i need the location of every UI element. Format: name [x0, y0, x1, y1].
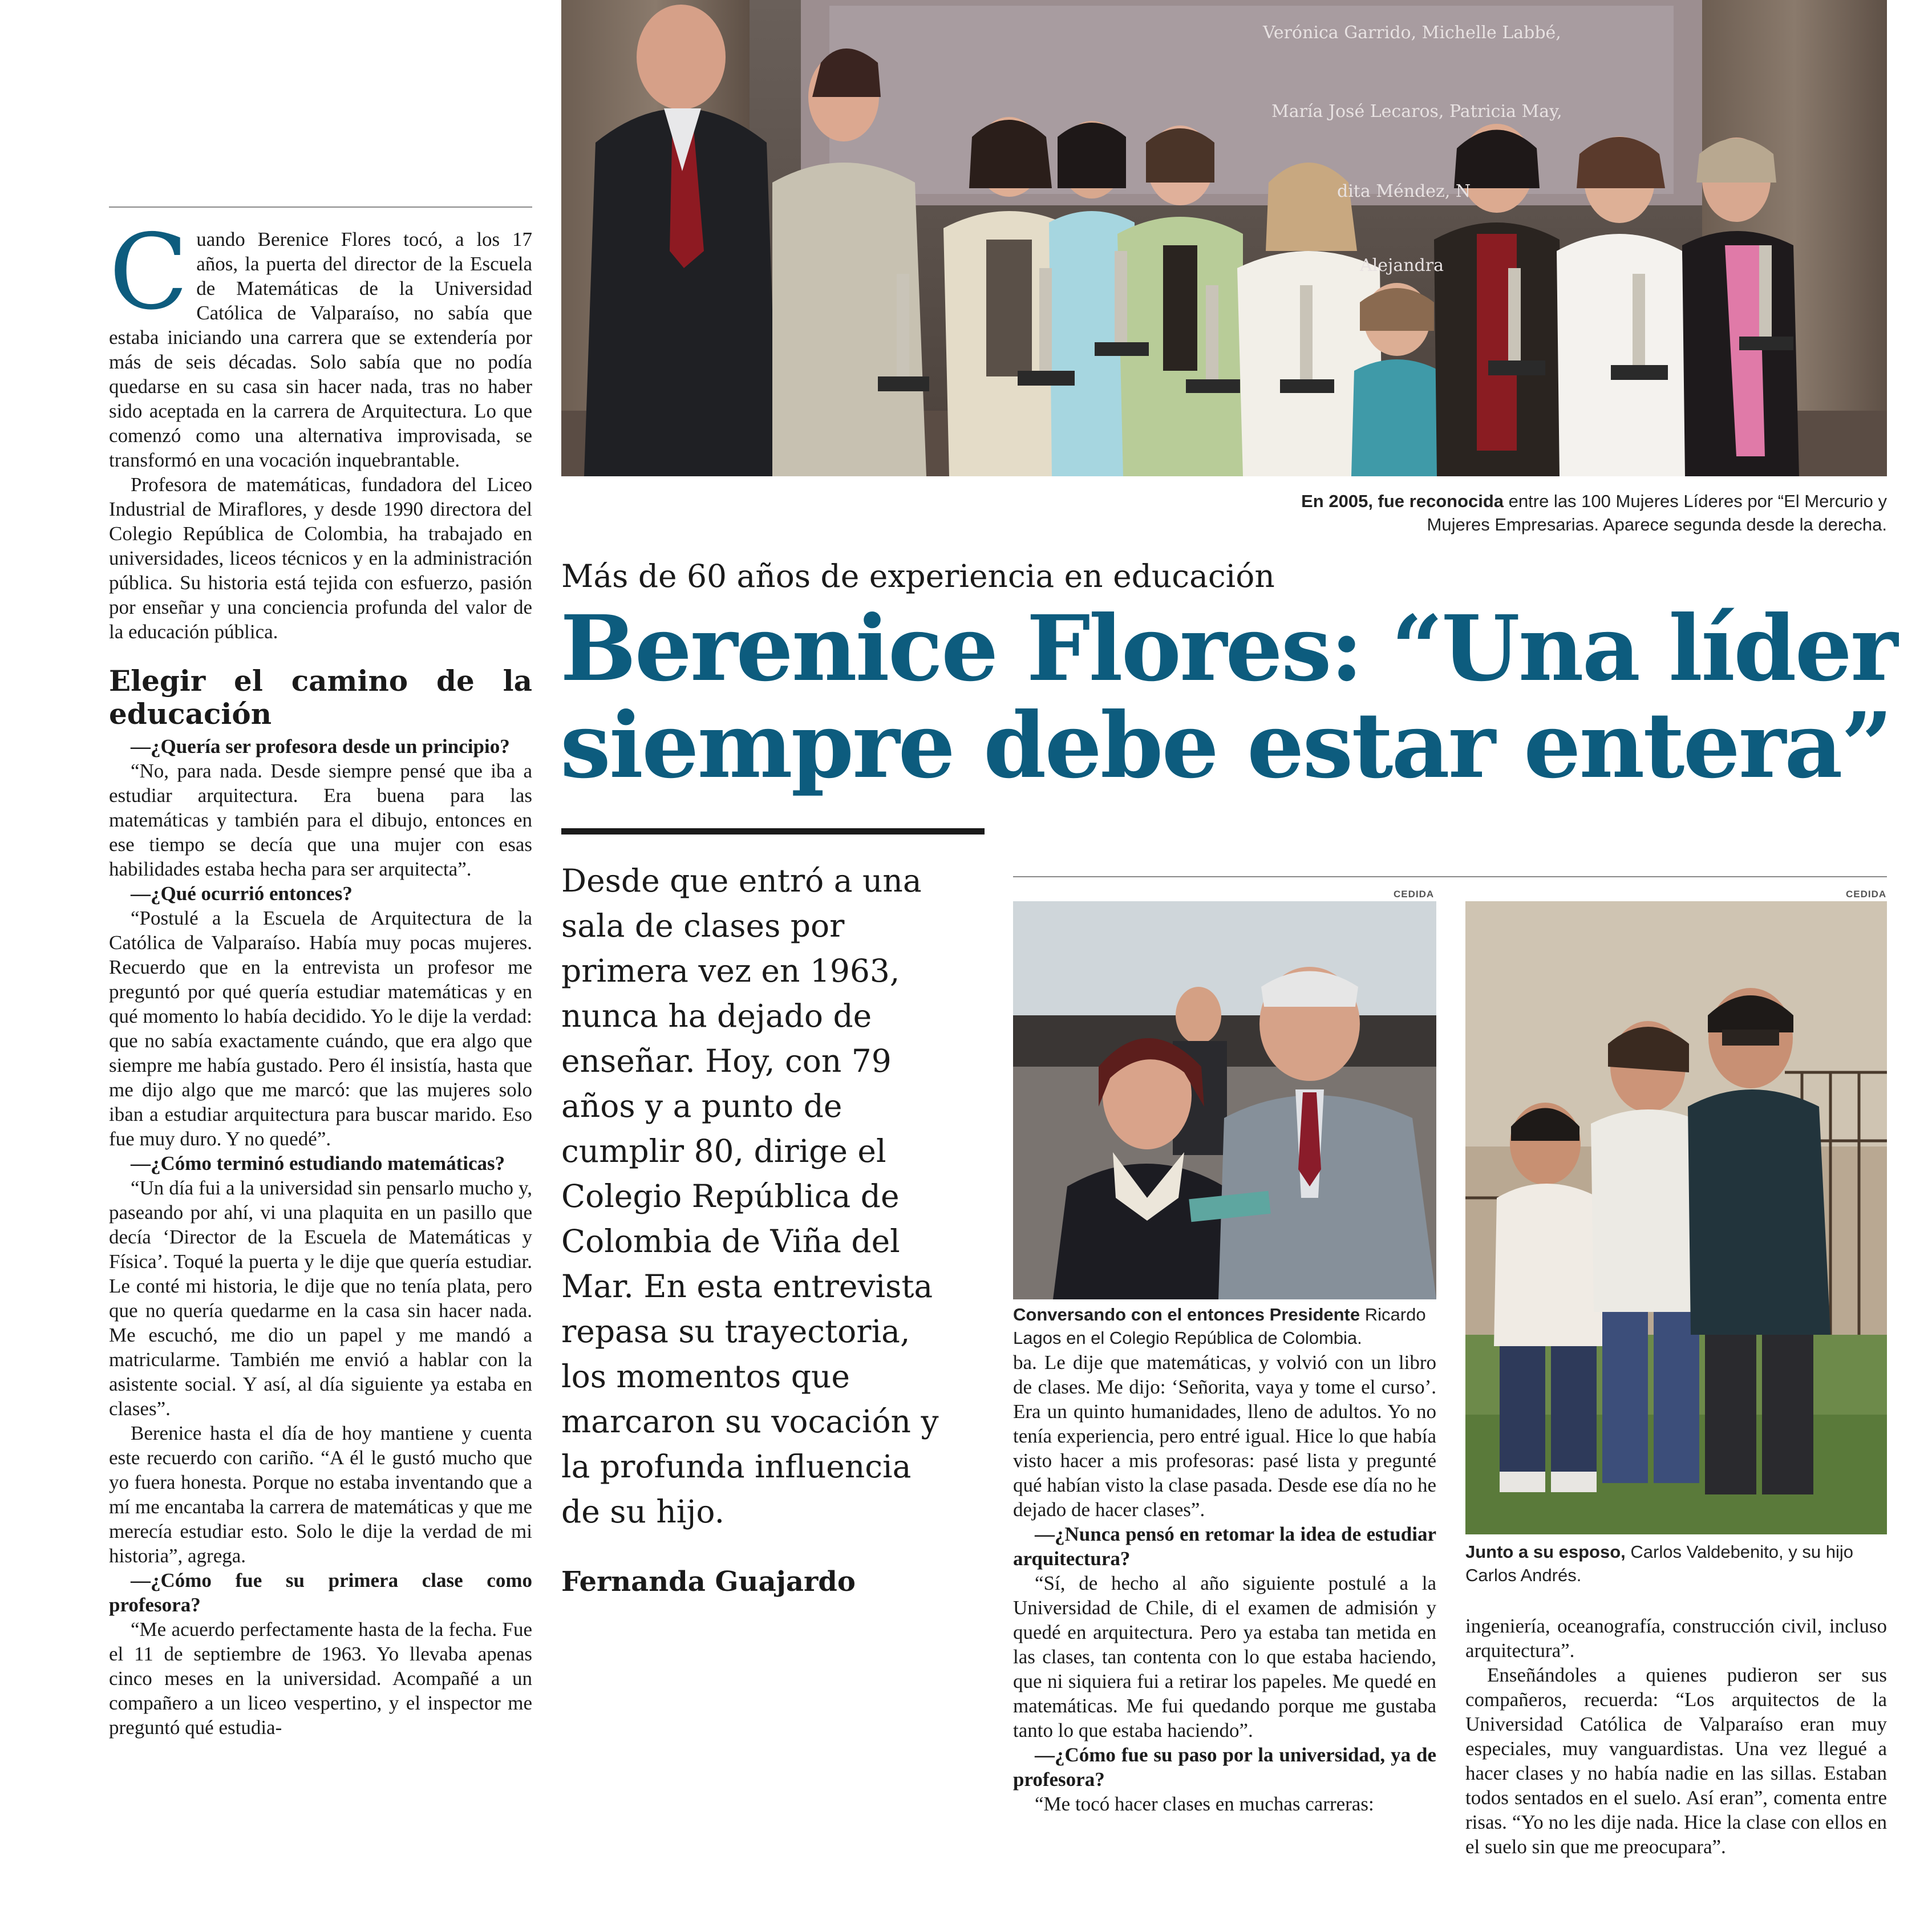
answer-1: “No, para nada. Desde siempre pensé que iba a estudiar arquitectura. Era buena para las matemáticas y también para el dibujo, entonces en ese tiempo se decía que una mujer con esas habilidades estaba hecha para ser arquitecta”. [109, 760, 532, 880]
family-caption-rest: Carlos Valdebenito, y su hijo Carlos Andrés. [1465, 1542, 1853, 1585]
column-three [1013, 1350, 1436, 1816]
family-photo-credit: CEDIDA [1846, 889, 1887, 900]
family-caption-bold: Junto a su esposo, [1465, 1542, 1626, 1562]
answer-4: “Me acuerdo perfectamente hasta de la fecha. Fue el 11 de septiembre de 1963. Yo llevaba apenas cinco meses en la universidad. Acompañé a un compañero a un liceo vespertino, y el inspector me preguntó qué estudia- [109, 1618, 532, 1739]
drop-cap: C [109, 212, 189, 333]
family-photo-illustration [1465, 901, 1887, 1534]
answer-6-continued: ingeniería, oceanografía, construcción civil, incluso arquitectura”. [1465, 1615, 1887, 1662]
lagos-caption-rest: Ricardo Lagos en el Colegio República de Colombia. [1013, 1305, 1426, 1348]
lead-top-bar [561, 828, 985, 835]
intro-paragraph: uando Berenice Flores tocó, a los 17 años, la puerta del director de la Escuela de Matemáticas de la Universidad Católica de Valparaíso, no sabía que estaba iniciando una carrera que se extendería por más de seis décadas. Solo sabía que no podía quedarse en su casa sin hacer nada, tras no haber sido aceptada en la carrera de Arquitectura. Lo que comenzó como una alternativa improvisada, se transformó en una vocación inquebrantable. [109, 228, 532, 471]
awards-photo-illustration [561, 0, 1887, 476]
lead-paragraph: Desde que entró a una sala de clases por primera vez en 1963, nunca ha dejado de enseñar. Hoy, con 79 años y a punto de cumplir 80, dirige el Colegio República de Colombia de Viña del Mar. En esta entrevista repasa su trayectoria, los momentos que marcaron su vocación y la profunda influencia de su hijo. [561, 862, 939, 1530]
headline-line-2: siempre debe estar entera” [560, 693, 1892, 799]
family-caption [1465, 1540, 1887, 1587]
awards-photo [561, 0, 1887, 476]
question-3: —¿Cómo terminó estudiando matemáticas? [131, 1152, 505, 1174]
answer-6: “Me tocó hacer clases en muchas carreras: [1035, 1793, 1374, 1815]
lagos-caption [1013, 1303, 1436, 1350]
screen-text-4: Alejandra [1360, 256, 1444, 276]
section-subhead: Elegir el camino de la educación [109, 664, 532, 731]
lagos-photo-illustration [1013, 901, 1436, 1299]
question-2: —¿Qué ocurrió entonces? [131, 882, 353, 905]
lagos-photo-credit: CEDIDA [1394, 889, 1435, 900]
lagos-caption-bold: Conversando con el entonces Presidente [1013, 1305, 1360, 1324]
answer-2: “Postulé a la Escuela de Arquitectura de la Católica de Valparaíso. Había muy pocas mujeres. Recuerdo que en la entrevista un profesor me preguntó por qué quería estudiar matemáticas y en qué momento lo había decidido. Yo le dije la verdad: que no sabía exactamente cuándo, que era algo que siempre me había gustado. Pero él insistía, hasta que me dijo algo que me marcó: que las mujeres solo iban a estudiar arquitectura para buscar marido. Eso fue muy duro. Y no quedé”. [109, 907, 532, 1150]
question-5: —¿Nunca pensó en retomar la idea de estudiar arquitectura? [1013, 1523, 1436, 1570]
answer-3: “Un día fui a la universidad sin pensarlo mucho y, paseando por ahí, vi una plaquita en un pasillo que decía ‘Director de la Escuela de Matemáticas y Física’. Toqué la puerta y le dije que quería estudiar. Le conté mi historia, le dije que no tenía plata, pero que no quería quedarme en la casa sin hacer nada. Me escuchó, me dio un papel y me mandó a matricularme. También me envió a hablar con la asistente social. Y así, al día siguiente ya estaba en clases”. [109, 1177, 532, 1420]
left-column [109, 212, 532, 1740]
headline-kicker: Más de 60 años de experiencia en educación [561, 558, 1275, 594]
screen-text-2: María José Lecaros, Patricia May, [1271, 102, 1562, 121]
family-photo [1465, 901, 1887, 1534]
question-4: —¿Cómo fue su primera clase como profesora? [109, 1569, 532, 1616]
column-four [1465, 1614, 1887, 1859]
photos-top-rule [1013, 876, 1887, 877]
answer-4-continued: ba. Le dije que matemáticas, y volvió con un libro de clases. Me dijo: ‘Señorita, vaya y tome el curso’. Era un quinto humanidades, lleno de adultos. Yo no tenía experiencia, pero entré igual. Hice lo que había visto hacer a mis profesoras: pasé lista y pregunté qué habían visto la clase pasada. Desde ese día no he dejado de hacer clases”. [1013, 1351, 1436, 1521]
paragraph-recuerdo: Berenice hasta el día de hoy mantiene y cuenta este recuerdo con cariño. “A él le gustó mucho que yo fuera honesta. Porque no estaba inventando que a mí me encantaba la carrera de matemáticas y que me merecía estudiar esto. Solo le dije la verdad de mi historia”, agrega. [109, 1422, 532, 1567]
question-1: —¿Quería ser profesora desde un principio? [131, 735, 510, 757]
byline: Fernanda Guajardo [561, 1566, 856, 1598]
question-6: —¿Cómo fue su paso por la universidad, ya de profesora? [1013, 1744, 1436, 1791]
screen-text-3: dita Méndez, N [1337, 181, 1471, 201]
headline-line-1: Berenice Flores: “Una líder [560, 596, 1897, 702]
column-top-rule [109, 206, 532, 208]
paragraph-companeros: Enseñándoles a quienes pudieron ser sus compañeros, recuerda: “Los arquitectos de la Universidad Católica de Valparaíso eran muy especiales, muy vanguardistas. Una vez llegué a hacer clases y no había nadie en las sillas. Estaban todos sentados en el suelo. Así eran”, comenta entre risas. “Yo no les dije nada. Hice la clase con ellos en el suelo sin que me preocupara”. [1465, 1664, 1887, 1858]
awards-caption-bold: En 2005, fue reconocida [1301, 491, 1504, 511]
awards-caption-rest: entre las 100 Mujeres Líderes por “El Mercurio y Mujeres Empresarias. Aparece segunda desde la derecha. [1427, 491, 1887, 534]
screen-text-1: Verónica Garrido, Michelle Labbé, [1263, 23, 1561, 43]
awards-caption [1283, 489, 1887, 536]
intro-paragraph-2: Profesora de matemáticas, fundadora del Liceo Industrial de Miraflores, y desde 1990 directora del Colegio República de Colombia, ha trabajado en universidades, liceos técnicos y en la administración pública. Su historia está tejida con esfuerzo, pasión por enseñar y una conciencia profunda del valor de la educación pública. [109, 473, 532, 643]
answer-5: “Sí, de hecho al año siguiente postulé a la Universidad de Chile, di el examen de admisión y quedé en arquitectura. Pero ya estaba tan metida en las clases, tan contenta con lo que estaba haciendo, que ni siquiera fui a retirar los papeles. Me quedé en matemáticas. Me fui quedando porque me gustaba tanto lo que estaba haciendo”. [1013, 1572, 1436, 1741]
lagos-photo [1013, 901, 1436, 1299]
